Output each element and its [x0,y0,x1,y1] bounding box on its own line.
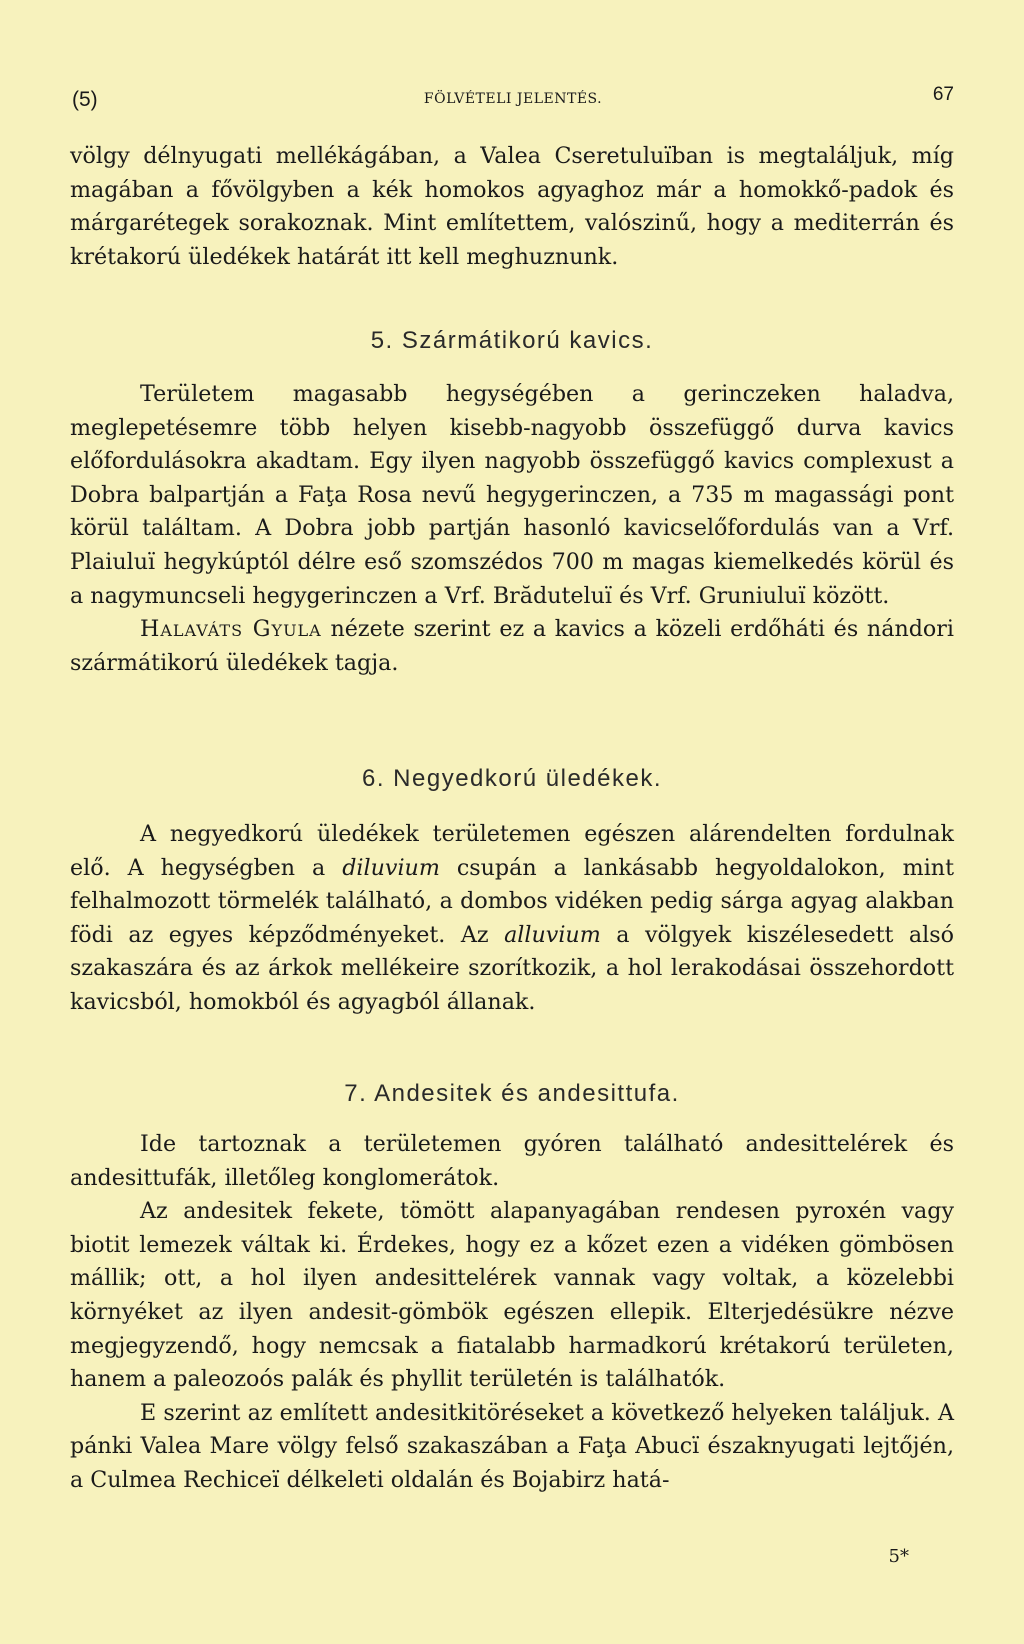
section-6-text-b: csupán a lankásabb hegyoldalokon, mint felhalmozott törmelék található, a dombos vidéken pedig sárga agyag alakban födi az egyes képződményeket. Az [70,854,954,948]
section-5-body [70,378,954,680]
term-alluvium: alluvium [504,921,601,948]
page-header [72,84,954,114]
running-title: FÖLVÉTELI JELENTÉS. [423,91,603,107]
section-6-text-c: a völgyek kiszélesedett alsó szakaszára és az árkok mellékeire szorítkozik, a hol lerakodásai összehordott kavicsból, homokból és agyagból állanak. [70,921,954,1015]
section-5-heading: 5. Szármátikorú kavics. [370,327,654,354]
intro-paragraph [70,140,954,274]
section-number: (5) [72,88,98,111]
section-6-heading: 6. Negyedkorú üledékek. [362,765,662,792]
author-name: Halaváts Gyula [140,616,322,643]
section-5-paragraph-2-text: nézete szerint ez a kavics a közeli erdőháti és nándori szármátikorú üledékek tagja. [70,616,954,676]
section-6-body [70,818,954,1020]
section-6-text-a: A negyedkorú üledékek területemen egészen alárendelten fordulnak elő. A hegységben a [70,821,954,881]
signature-mark: 5* [888,1546,909,1567]
section-7-heading: 7. Andesitek és andesittufa. [344,1080,680,1107]
section-6-paragraph-1 [70,818,954,1020]
page-number: 67 [932,84,954,105]
section-7-paragraph-2: Az andesitek fekete, tömött alapanyagában rendesen pyroxén vagy biotit lemezek váltak ki. Érdekes, hogy ez a kőzet ezen a vidéken gömbösen mállik; ott, a hol ilyen andesittelérek vannak vagy voltak, a közelebbi környéket az ilyen andesit-gömbök egészen ellepik. Elterjedésükre nézve megjegyzendő, hogy nemcsak a fiatalabb harmadkorú krétakorú területen, hanem a paleozoós palák és phyllit területén is találhatók. [70,1198,954,1393]
intro-text: völgy délnyugati mellékágában, a Valea Cseretuluïban is megtaláljuk, míg magában a fővölgyben a kék homokos agyaghoz már a homokkő-padok és márgarétegek sorakoznak. Mint említettem, valószinű, hogy a mediterrán és krétakorú üledékek határát itt kell meghuznunk. [70,143,954,270]
section-5-paragraph-2 [70,613,954,680]
section-7-body [70,1128,954,1498]
section-5-paragraph-1: Területem magasabb hegységében a gerinczeken haladva, meglepetésemre több helyen kisebb-nagyobb összefüggő durva kavics előfordulásokra akadtam. Egy ilyen nagyobb összefüggő kavics complexust a Dobra balpartján a Faţa Rosa nevű hegygerinczen, a 735 m magassági pont körül találtam. A Dobra jobb partján hasonló kavicselőfordulás van a Vrf. Plaiuluï hegykúptól délre eső szomszédos 700 m magas kiemelkedés körül és a nagymuncseli hegygerinczen a Vrf. Brăduteluï és Vrf. Gruniuluï között. [70,381,954,609]
term-diluvium: diluvium [342,854,440,881]
section-7-paragraph-3: E szerint az említett andesitkitöréseket a következő helyeken találjuk. A pánki Valea Mare völgy felső szakaszában a Faţa Abucï északnyugati lejtőjén, a Culmea Rechiceï délkeleti oldalán és Bojabirz hatá- [70,1399,954,1493]
section-7-paragraph-1: Ide tartoznak a területemen gyóren található andesittelérek és andesittufák, illetőleg konglomerátok. [70,1131,954,1191]
